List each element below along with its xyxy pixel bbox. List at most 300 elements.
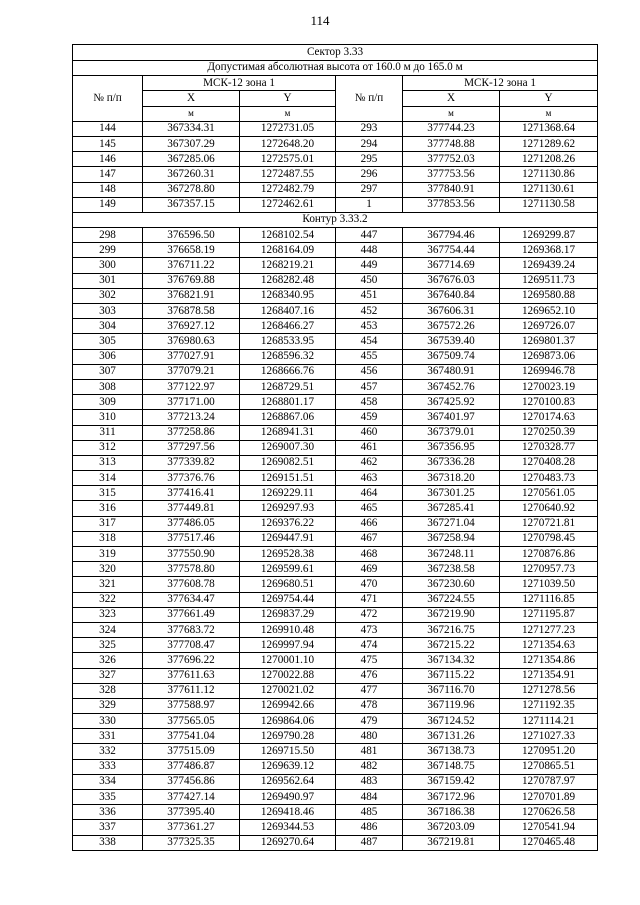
y-value: 1268282.48 <box>240 273 336 288</box>
y-value: 1272482.79 <box>240 182 336 197</box>
x-value: 377361.27 <box>143 820 240 835</box>
y-value: 1269151.51 <box>240 471 336 486</box>
x-value: 377661.49 <box>143 607 240 622</box>
x-value: 367794.46 <box>403 228 500 243</box>
point-num: 308 <box>73 379 143 394</box>
point-num: 319 <box>73 547 143 562</box>
y-value: 1270640.92 <box>500 501 598 516</box>
y-value: 1270701.89 <box>500 790 598 805</box>
y-value: 1269580.88 <box>500 288 598 303</box>
y-value: 1272575.01 <box>240 152 336 167</box>
point-num: 469 <box>336 562 403 577</box>
x-value: 367260.31 <box>143 167 240 182</box>
y-value: 1268407.16 <box>240 304 336 319</box>
x-value: 367119.96 <box>403 698 500 713</box>
point-num: 480 <box>336 729 403 744</box>
point-num: 303 <box>73 304 143 319</box>
y-value: 1269299.87 <box>500 228 598 243</box>
x-value: 367318.20 <box>403 471 500 486</box>
x-value: 377427.14 <box>143 790 240 805</box>
y-value: 1270865.51 <box>500 759 598 774</box>
point-num: 459 <box>336 410 403 425</box>
x-value: 367116.70 <box>403 683 500 698</box>
point-num: 479 <box>336 714 403 729</box>
x-value: 367334.31 <box>143 121 240 136</box>
header-y-right: Y <box>500 91 598 106</box>
y-value: 1271354.86 <box>500 653 598 668</box>
x-value: 367401.97 <box>403 410 500 425</box>
table-row <box>73 744 598 759</box>
table-row <box>73 152 598 167</box>
x-value: 367186.38 <box>403 805 500 820</box>
table-row <box>73 425 598 440</box>
y-value: 1270408.28 <box>500 455 598 470</box>
y-value: 1271208.26 <box>500 152 598 167</box>
point-num: 295 <box>336 152 403 167</box>
point-num: 325 <box>73 638 143 653</box>
x-value: 367285.41 <box>403 501 500 516</box>
point-num: 307 <box>73 364 143 379</box>
x-value: 367278.80 <box>143 182 240 197</box>
point-num: 448 <box>336 243 403 258</box>
x-value: 377608.78 <box>143 577 240 592</box>
x-value: 377079.21 <box>143 364 240 379</box>
header-system-right: МСК-12 зона 1 <box>403 76 598 91</box>
x-value: 376769.88 <box>143 273 240 288</box>
point-num: 466 <box>336 516 403 531</box>
y-value: 1268466.27 <box>240 319 336 334</box>
x-value: 367238.58 <box>403 562 500 577</box>
y-value: 1269007.30 <box>240 440 336 455</box>
y-value: 1271195.87 <box>500 607 598 622</box>
table-row <box>73 683 598 698</box>
point-num: 326 <box>73 653 143 668</box>
point-num: 481 <box>336 744 403 759</box>
y-value: 1269997.94 <box>240 638 336 653</box>
table-row <box>73 349 598 364</box>
y-value: 1270561.05 <box>500 486 598 501</box>
y-value: 1268102.54 <box>240 228 336 243</box>
point-num: 298 <box>73 228 143 243</box>
y-value: 1270876.86 <box>500 547 598 562</box>
table-row <box>73 167 598 182</box>
point-num: 474 <box>336 638 403 653</box>
point-num: 471 <box>336 592 403 607</box>
x-value: 377456.86 <box>143 774 240 789</box>
y-value: 1270328.77 <box>500 440 598 455</box>
x-value: 367676.03 <box>403 273 500 288</box>
x-value: 377122.97 <box>143 379 240 394</box>
x-value: 377325.35 <box>143 835 240 850</box>
point-num: 148 <box>73 182 143 197</box>
x-value: 367216.75 <box>403 622 500 637</box>
point-num: 146 <box>73 152 143 167</box>
x-value: 367572.26 <box>403 319 500 334</box>
x-value: 376596.50 <box>143 228 240 243</box>
table-row <box>73 531 598 546</box>
x-value: 367425.92 <box>403 395 500 410</box>
y-value: 1272648.20 <box>240 136 336 151</box>
point-num: 304 <box>73 319 143 334</box>
table-row <box>73 805 598 820</box>
point-num: 328 <box>73 683 143 698</box>
point-num: 314 <box>73 471 143 486</box>
table-row <box>73 243 598 258</box>
y-value: 1269376.22 <box>240 516 336 531</box>
y-value: 1271289.62 <box>500 136 598 151</box>
y-value: 1271130.61 <box>500 182 598 197</box>
x-value: 377515.09 <box>143 744 240 759</box>
page-number: 114 <box>310 13 330 28</box>
x-value: 376658.19 <box>143 243 240 258</box>
point-num: 454 <box>336 334 403 349</box>
x-value: 377416.41 <box>143 486 240 501</box>
y-value: 1269837.29 <box>240 607 336 622</box>
table-row <box>73 121 598 136</box>
x-value: 367606.31 <box>403 304 500 319</box>
point-num: 335 <box>73 790 143 805</box>
y-value: 1269562.64 <box>240 774 336 789</box>
point-num: 467 <box>336 531 403 546</box>
point-num: 306 <box>73 349 143 364</box>
y-value: 1269873.06 <box>500 349 598 364</box>
x-value: 367172.96 <box>403 790 500 805</box>
y-value: 1269754.44 <box>240 592 336 607</box>
y-value: 1270022.88 <box>240 668 336 683</box>
x-value: 377339.82 <box>143 455 240 470</box>
point-num: 336 <box>73 805 143 820</box>
table-row <box>73 440 598 455</box>
x-value: 377752.03 <box>403 152 500 167</box>
table-row <box>73 395 598 410</box>
y-value: 1268666.76 <box>240 364 336 379</box>
table-row <box>73 319 598 334</box>
x-value: 367336.28 <box>403 455 500 470</box>
table-row <box>73 729 598 744</box>
point-num: 324 <box>73 622 143 637</box>
point-num: 311 <box>73 425 143 440</box>
point-num: 450 <box>336 273 403 288</box>
x-value: 377588.97 <box>143 698 240 713</box>
point-num: 315 <box>73 486 143 501</box>
x-value: 367714.69 <box>403 258 500 273</box>
point-num: 1 <box>336 197 403 212</box>
table-row <box>73 258 598 273</box>
x-value: 367248.11 <box>403 547 500 562</box>
x-value: 377634.47 <box>143 592 240 607</box>
y-value: 1268867.06 <box>240 410 336 425</box>
point-num: 460 <box>336 425 403 440</box>
table-row <box>73 364 598 379</box>
y-value: 1271130.58 <box>500 197 598 212</box>
point-num: 470 <box>336 577 403 592</box>
x-value: 367131.26 <box>403 729 500 744</box>
point-num: 337 <box>73 820 143 835</box>
x-value: 367509.74 <box>403 349 500 364</box>
x-value: 377696.22 <box>143 653 240 668</box>
point-num: 451 <box>336 288 403 303</box>
y-value: 1270626.58 <box>500 805 598 820</box>
point-num: 468 <box>336 547 403 562</box>
point-num: 318 <box>73 531 143 546</box>
y-value: 1269790.28 <box>240 729 336 744</box>
point-num: 463 <box>336 471 403 486</box>
y-value: 1269715.50 <box>240 744 336 759</box>
y-value: 1268164.09 <box>240 243 336 258</box>
x-value: 367230.60 <box>403 577 500 592</box>
x-value: 367357.15 <box>143 197 240 212</box>
table-row <box>73 774 598 789</box>
y-value: 1268533.95 <box>240 334 336 349</box>
point-num: 465 <box>336 501 403 516</box>
table-row <box>73 607 598 622</box>
table-row <box>73 501 598 516</box>
x-value: 376711.22 <box>143 258 240 273</box>
point-num: 473 <box>336 622 403 637</box>
point-num: 487 <box>336 835 403 850</box>
y-value: 1269418.46 <box>240 805 336 820</box>
x-value: 367258.94 <box>403 531 500 546</box>
x-value: 377550.90 <box>143 547 240 562</box>
point-num: 475 <box>336 653 403 668</box>
y-value: 1268219.21 <box>240 258 336 273</box>
x-value: 376878.58 <box>143 304 240 319</box>
x-value: 367754.44 <box>403 243 500 258</box>
table-row <box>73 698 598 713</box>
point-num: 313 <box>73 455 143 470</box>
table-row <box>73 455 598 470</box>
x-value: 367539.40 <box>403 334 500 349</box>
table-row <box>73 288 598 303</box>
y-value: 1270174.63 <box>500 410 598 425</box>
y-value: 1272731.05 <box>240 121 336 136</box>
table-row <box>73 379 598 394</box>
y-value: 1269270.64 <box>240 835 336 850</box>
point-num: 447 <box>336 228 403 243</box>
x-value: 367285.06 <box>143 152 240 167</box>
point-num: 449 <box>336 258 403 273</box>
x-value: 377171.00 <box>143 395 240 410</box>
point-num: 476 <box>336 668 403 683</box>
coordinates-table <box>72 44 598 851</box>
x-value: 367640.84 <box>403 288 500 303</box>
y-value: 1269082.51 <box>240 455 336 470</box>
y-value: 1271278.56 <box>500 683 598 698</box>
y-value: 1269229.11 <box>240 486 336 501</box>
y-value: 1270957.73 <box>500 562 598 577</box>
table-row <box>73 638 598 653</box>
y-value: 1269652.10 <box>500 304 598 319</box>
point-num: 477 <box>336 683 403 698</box>
point-num: 462 <box>336 455 403 470</box>
point-num: 482 <box>336 759 403 774</box>
header-num-left: № п/п <box>73 76 143 122</box>
y-value: 1270951.20 <box>500 744 598 759</box>
x-value: 377840.91 <box>403 182 500 197</box>
point-num: 458 <box>336 395 403 410</box>
x-value: 367219.90 <box>403 607 500 622</box>
x-value: 377541.04 <box>143 729 240 744</box>
y-value: 1269639.12 <box>240 759 336 774</box>
table-row <box>73 334 598 349</box>
y-value: 1268801.17 <box>240 395 336 410</box>
table-row <box>73 562 598 577</box>
x-value: 367452.76 <box>403 379 500 394</box>
header-y-left: Y <box>240 91 336 106</box>
y-value: 1269946.78 <box>500 364 598 379</box>
x-value: 376821.91 <box>143 288 240 303</box>
contour-row <box>73 212 598 227</box>
table-row <box>73 835 598 850</box>
y-value: 1268729.51 <box>240 379 336 394</box>
point-num: 333 <box>73 759 143 774</box>
x-value: 367301.25 <box>403 486 500 501</box>
table-row <box>73 759 598 774</box>
point-num: 305 <box>73 334 143 349</box>
table-row <box>73 820 598 835</box>
point-num: 302 <box>73 288 143 303</box>
y-value: 1269864.06 <box>240 714 336 729</box>
y-value: 1271116.85 <box>500 592 598 607</box>
y-value: 1269726.07 <box>500 319 598 334</box>
y-value: 1269801.37 <box>500 334 598 349</box>
y-value: 1272487.55 <box>240 167 336 182</box>
y-value: 1272462.61 <box>240 197 336 212</box>
x-value: 367219.81 <box>403 835 500 850</box>
header-x-left: X <box>143 91 240 106</box>
table-row <box>73 592 598 607</box>
y-value: 1269910.48 <box>240 622 336 637</box>
x-value: 377258.86 <box>143 425 240 440</box>
point-num: 321 <box>73 577 143 592</box>
contour-title: Контур 3.33.2 <box>73 212 598 227</box>
table-row <box>73 516 598 531</box>
y-value: 1269297.93 <box>240 501 336 516</box>
x-value: 376980.63 <box>143 334 240 349</box>
y-value: 1271354.91 <box>500 668 598 683</box>
unit-x-left: м <box>143 106 240 121</box>
x-value: 367356.95 <box>403 440 500 455</box>
x-value: 367138.73 <box>403 744 500 759</box>
point-num: 472 <box>336 607 403 622</box>
y-value: 1270721.81 <box>500 516 598 531</box>
point-num: 309 <box>73 395 143 410</box>
point-num: 320 <box>73 562 143 577</box>
y-value: 1270798.45 <box>500 531 598 546</box>
x-value: 367115.22 <box>403 668 500 683</box>
y-value: 1271192.35 <box>500 698 598 713</box>
header-num-right: № п/п <box>336 76 403 122</box>
table-row <box>73 668 598 683</box>
x-value: 367307.29 <box>143 136 240 151</box>
y-value: 1269511.73 <box>500 273 598 288</box>
table-row <box>73 790 598 805</box>
x-value: 377744.23 <box>403 121 500 136</box>
table-row <box>73 182 598 197</box>
unit-x-right: м <box>403 106 500 121</box>
table-row <box>73 228 598 243</box>
point-num: 453 <box>336 319 403 334</box>
point-num: 484 <box>336 790 403 805</box>
x-value: 367215.22 <box>403 638 500 653</box>
x-value: 367148.75 <box>403 759 500 774</box>
point-num: 452 <box>336 304 403 319</box>
x-value: 367224.55 <box>403 592 500 607</box>
y-value: 1269439.24 <box>500 258 598 273</box>
point-num: 300 <box>73 258 143 273</box>
point-num: 327 <box>73 668 143 683</box>
x-value: 367480.91 <box>403 364 500 379</box>
y-value: 1269344.53 <box>240 820 336 835</box>
x-value: 377449.81 <box>143 501 240 516</box>
x-value: 367379.01 <box>403 425 500 440</box>
point-num: 310 <box>73 410 143 425</box>
point-num: 329 <box>73 698 143 713</box>
point-num: 461 <box>336 440 403 455</box>
table-row <box>73 622 598 637</box>
point-num: 455 <box>336 349 403 364</box>
height-range: Допустимая абсолютная высота от 160.0 м до 165.0 м <box>73 60 598 76</box>
x-value: 377213.24 <box>143 410 240 425</box>
unit-y-left: м <box>240 106 336 121</box>
point-num: 317 <box>73 516 143 531</box>
point-num: 464 <box>336 486 403 501</box>
point-num: 457 <box>336 379 403 394</box>
point-num: 297 <box>336 182 403 197</box>
y-value: 1269599.61 <box>240 562 336 577</box>
point-num: 145 <box>73 136 143 151</box>
table-row <box>73 486 598 501</box>
point-num: 338 <box>73 835 143 850</box>
x-value: 377578.80 <box>143 562 240 577</box>
y-value: 1271368.64 <box>500 121 598 136</box>
point-num: 294 <box>336 136 403 151</box>
y-value: 1270021.02 <box>240 683 336 698</box>
y-value: 1270100.83 <box>500 395 598 410</box>
x-value: 377611.63 <box>143 668 240 683</box>
y-value: 1270001.10 <box>240 653 336 668</box>
table-row <box>73 136 598 151</box>
y-value: 1271130.86 <box>500 167 598 182</box>
point-num: 332 <box>73 744 143 759</box>
y-value: 1270250.39 <box>500 425 598 440</box>
y-value: 1271114.21 <box>500 714 598 729</box>
y-value: 1270541.94 <box>500 820 598 835</box>
point-num: 293 <box>336 121 403 136</box>
y-value: 1269680.51 <box>240 577 336 592</box>
y-value: 1269528.38 <box>240 547 336 562</box>
point-num: 323 <box>73 607 143 622</box>
point-num: 483 <box>336 774 403 789</box>
x-value: 377027.91 <box>143 349 240 364</box>
y-value: 1269368.17 <box>500 243 598 258</box>
point-num: 331 <box>73 729 143 744</box>
table-row <box>73 714 598 729</box>
table-row <box>73 197 598 212</box>
table-row <box>73 547 598 562</box>
x-value: 377748.88 <box>403 136 500 151</box>
table-row <box>73 410 598 425</box>
y-value: 1271354.63 <box>500 638 598 653</box>
table-row <box>73 273 598 288</box>
y-value: 1269490.97 <box>240 790 336 805</box>
point-num: 485 <box>336 805 403 820</box>
table-row <box>73 471 598 486</box>
x-value: 377395.40 <box>143 805 240 820</box>
table-row <box>73 304 598 319</box>
x-value: 377486.05 <box>143 516 240 531</box>
point-num: 456 <box>336 364 403 379</box>
